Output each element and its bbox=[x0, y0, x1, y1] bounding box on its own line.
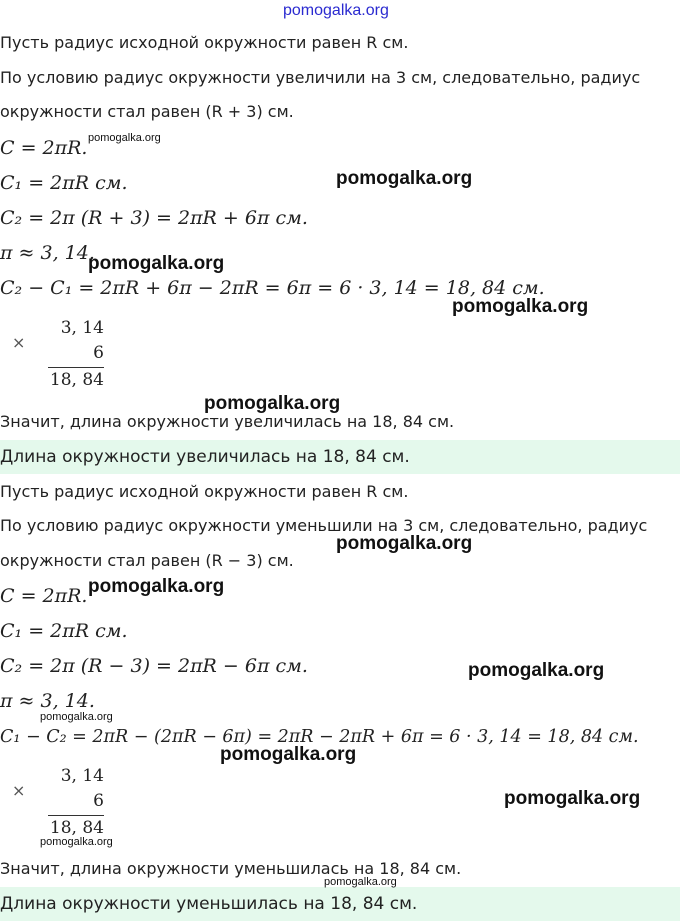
p1-answer-box bbox=[0, 440, 680, 474]
p1-formula-c1: C₁ = 2πR см. bbox=[0, 172, 128, 194]
p2-formula-c1: C₁ = 2πR см. bbox=[0, 620, 128, 642]
watermark: pomogalka.org bbox=[40, 711, 113, 723]
p1-answer: Длина окружности увеличилась на 18, 84 см. bbox=[0, 447, 410, 467]
p2-mult-a: 3, 14 bbox=[60, 766, 104, 786]
p2-multiplication bbox=[48, 766, 104, 838]
site-watermark: pomogalka.org bbox=[283, 2, 389, 19]
p2-pi-approx: π ≈ 3, 14. bbox=[0, 690, 95, 712]
p2-difference: C₁ − C₂ = 2πR − (2πR − 6π) = 2πR − 2πR + 6π = 6 · 3, 14 = 18, 84 см. bbox=[0, 727, 639, 747]
p1-formula-c2: C₂ = 2π (R + 3) = 2πR + 6π см. bbox=[0, 207, 308, 229]
watermark: pomogalka.org bbox=[40, 836, 113, 848]
p1-formula-c: C = 2πR. bbox=[0, 137, 88, 159]
p2-mult-result: 18, 84 bbox=[49, 818, 104, 838]
p1-pi-approx: π ≈ 3, 14. bbox=[0, 242, 95, 264]
p1-mult-a: 3, 14 bbox=[60, 318, 104, 338]
p2-mult-b: 6 bbox=[93, 791, 104, 811]
p1-multiplication bbox=[48, 318, 104, 390]
p2-conclusion: Значит, длина окружности уменьшилась на 18, 84 см. bbox=[0, 859, 462, 878]
watermark: pomogalka.org bbox=[468, 660, 605, 681]
p2-line-1: Пусть радиус исходной окружности равен R см. bbox=[0, 482, 409, 501]
p2-answer: Длина окружности уменьшилась на 18, 84 см. bbox=[0, 894, 418, 914]
watermark: pomogalka.org bbox=[88, 132, 161, 144]
p2-line-2: По условию радиус окружности уменьшили на 3 см, следовательно, радиус bbox=[0, 516, 648, 535]
p2-mult-rule bbox=[48, 815, 104, 816]
p1-mult-sign: × bbox=[12, 333, 26, 352]
p1-line-3: окружности стал равен (R + 3) см. bbox=[0, 102, 294, 121]
p2-formula-c: C = 2πR. bbox=[0, 585, 88, 607]
p1-mult-result: 18, 84 bbox=[49, 370, 104, 390]
p1-difference: C₂ − C₁ = 2πR + 6π − 2πR = 6π = 6 · 3, 14 = 18, 84 см. bbox=[0, 277, 545, 299]
watermark: pomogalka.org bbox=[336, 168, 473, 189]
watermark: pomogalka.org bbox=[88, 576, 225, 597]
p1-mult-b: 6 bbox=[93, 343, 104, 363]
watermark: pomogalka.org bbox=[504, 788, 641, 809]
p1-mult-rule bbox=[48, 367, 104, 368]
watermark: pomogalka.org bbox=[220, 744, 357, 765]
p2-formula-c2: C₂ = 2π (R − 3) = 2πR − 6π см. bbox=[0, 655, 308, 677]
watermark: pomogalka.org bbox=[204, 393, 341, 414]
p1-line-2: По условию радиус окружности увеличили на 3 см, следовательно, радиус bbox=[0, 68, 641, 87]
p2-answer-box bbox=[0, 887, 680, 921]
watermark: pomogalka.org bbox=[336, 533, 473, 554]
watermark: pomogalka.org bbox=[452, 296, 589, 317]
watermark: pomogalka.org bbox=[324, 876, 397, 888]
p1-conclusion: Значит, длина окружности увеличилась на 18, 84 см. bbox=[0, 412, 455, 431]
watermark: pomogalka.org bbox=[88, 253, 225, 274]
p2-mult-sign: × bbox=[12, 781, 26, 800]
p1-line-1: Пусть радиус исходной окружности равен R см. bbox=[0, 33, 409, 52]
p2-line-3: окружности стал равен (R − 3) см. bbox=[0, 551, 294, 570]
